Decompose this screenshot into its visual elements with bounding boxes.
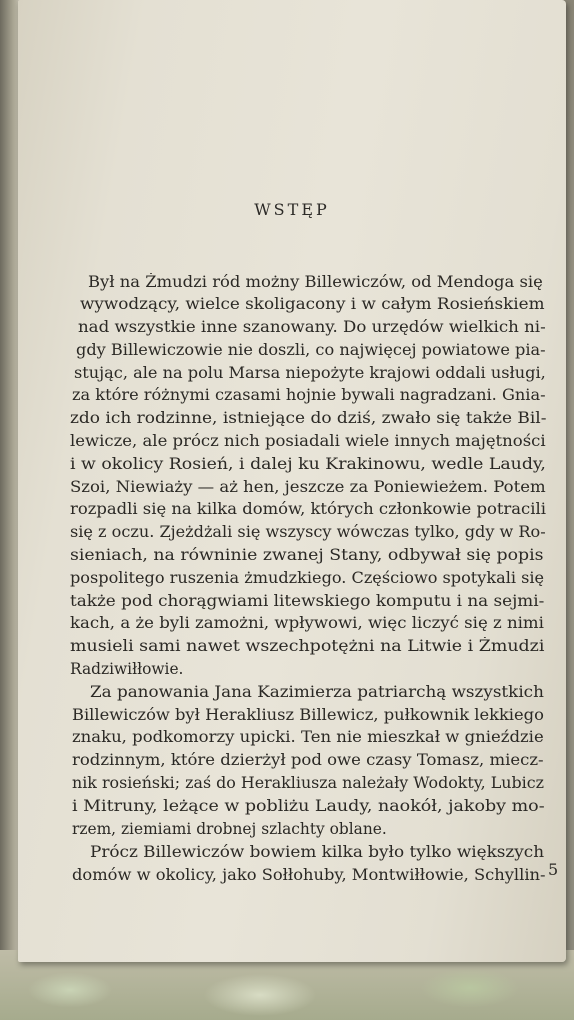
text-line: pospolitego ruszenia żmudzkiego. Częściowo spotykali się [70,569,545,587]
text-line: nik rosieński; zaś do Herakliusza należały Wodokty, Lubicz [72,774,544,792]
text-line: Był na Żmudzi ród możny Billewiczów, od Mendoga się [88,273,543,291]
body-text [18,0,566,962]
page-number: 5 [548,860,559,879]
text-line: i w okolicy Rosień, i dalej ku Krakinowu, wedle Laudy, [70,455,546,473]
text-line: Za panowania Jana Kazimierza patriarchą wszystkich [90,683,544,701]
text-line: domów w okolicy, jako Sołłohuby, Montwiłłowie, Schyllin- [72,866,546,884]
text-line: gdy Billewiczowie nie doszli, co najwięcej powiatowe pia- [76,341,546,359]
text-line: rodzinnym, które dzierżył pod owe czasy Tomasz, miecz- [72,751,544,769]
text-line: kach, a że byli zamożni, wpływowi, więc liczyć się z nimi [70,614,544,632]
text-line: wywodzący, wielce skoligacony i w całym Rosieńskiem [80,295,545,313]
text-line: Radziwiłłowie. [70,660,184,678]
text-line: sieniach, na równinie zwanej Stany, odbywał się popis [70,546,544,564]
chapter-heading: WSTĘP [254,200,330,219]
text-line: znaku, podkomorzy upicki. Ten nie mieszkał w gnieździe [72,728,544,746]
text-line: musieli sami nawet wszechpotężni na Litwie i Żmudzi [70,637,545,655]
text-line: Prócz Billewiczów bowiem kilka było tylko większych [90,843,545,861]
text-line: zdo ich rodzinne, istniejące do dziś, zwało się także Bil- [70,409,547,427]
text-line: Billewiczów był Herakliusz Billewicz, pułkownik lekkiego [72,706,544,724]
text-line: nad wszystkie inne szanowany. Do urzędów wielkich ni- [78,318,546,336]
text-line: rzem, ziemiami drobnej szlachty oblane. [72,820,387,838]
text-line: także pod chorągwiami litewskiego komputu i na sejmi- [70,592,545,610]
text-line: się z oczu. Zjeżdżali się wszyscy wówczas tylko, gdy w Ro- [70,523,546,541]
text-line: rozpadli się na kilka domów, których członkowie potracili [70,500,546,518]
text-line: za które różnymi czasami hojnie bywali nagradzani. Gnia- [72,386,546,404]
text-line: Szoi, Niewiaży — aż hen, jeszcze za Poniewieżem. Potem [70,478,546,496]
text-line: stując, ale na polu Marsa niepożyte krajowi oddali usługi, [74,364,546,382]
text-line: lewicze, ale prócz nich posiadali wiele innych majętności [70,432,546,450]
book-page [18,0,566,962]
text-line: i Mitruny, leżące w pobliżu Laudy, naokół, jakoby mo- [72,797,545,815]
